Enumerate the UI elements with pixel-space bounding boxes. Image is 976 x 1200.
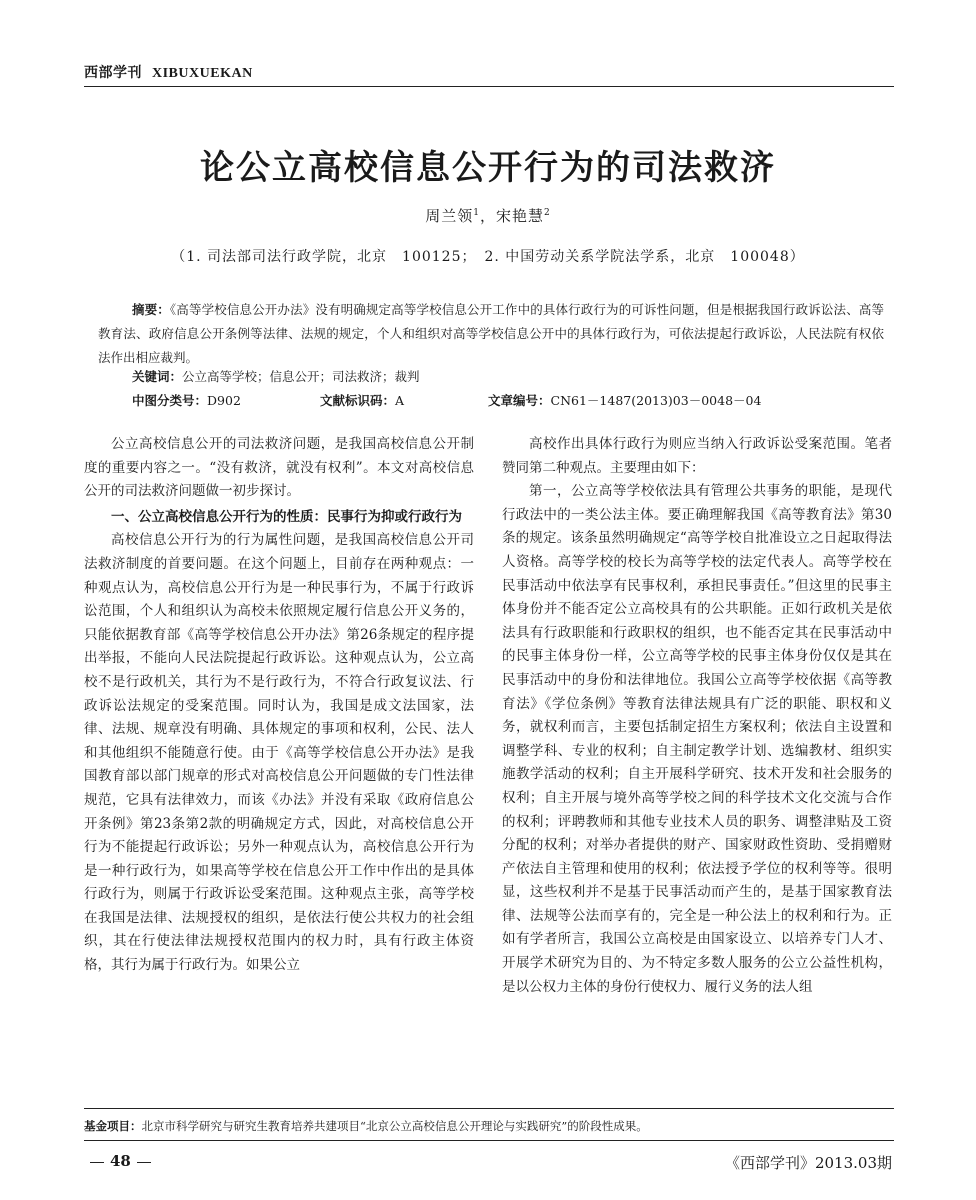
keywords [132, 367, 420, 385]
page-number [84, 1152, 157, 1170]
body-column-right [502, 433, 892, 999]
journal-name-cn: 西部学刊 [84, 65, 142, 81]
fund-label: 基金项目： [84, 1119, 142, 1133]
fund-text: 北京市科学研究与研究生教育培养共建项目“北京公立高校信息公开理论与实践研究”的阶段性成果。 [141, 1119, 648, 1133]
body-paragraph: 高校作出具体行政行为则应当纳入行政诉讼受案范围。笔者赞同第二种观点。主要理由如下： [502, 436, 892, 476]
author-name: 周兰领 [425, 207, 474, 225]
body-paragraph: 公立高校信息公开的司法救济问题，是我国高校信息公开制度的重要内容之一。“没有救济，就没有权利”。本文对高校信息公开的司法救济问题做一初步探讨。 [84, 436, 474, 500]
abstract [98, 298, 884, 370]
author-name: 宋艳慧 [496, 207, 545, 225]
page-number-value: 48 [110, 1152, 131, 1170]
clc-value: D902 [207, 393, 241, 408]
header-rule [84, 86, 894, 87]
issue-info: 《西部学刊》2013.03期 [724, 1154, 892, 1172]
article-title: 论公立高校信息公开行为的司法救济 [200, 148, 776, 188]
page-dash [137, 1162, 151, 1163]
clc-number [132, 391, 241, 409]
abstract-label: 摘要： [132, 302, 170, 317]
running-header [84, 62, 253, 82]
article-number-value: CN61－1487(2013)03－0048－04 [550, 393, 762, 408]
footnote-rule [84, 1108, 894, 1109]
page-dash [90, 1162, 104, 1163]
doc-code-label: 文献标识码： [320, 393, 396, 408]
clc-label: 中图分类号： [132, 393, 208, 408]
doc-code-value: A [395, 393, 405, 408]
footer-rule [84, 1140, 894, 1141]
document-code [320, 391, 404, 409]
section-heading: 一、公立高校信息公开行为的性质：民事行为抑或行政行为 [111, 508, 462, 525]
body-paragraph: 高校信息公开行为的行为属性问题，是我国高校信息公开司法救济制度的首要问题。在这个问题上，目前存在两种观点：一种观点认为，高校信息公开行为是一种民事行为，不属于行政诉讼范围，个人和组织认为高校未依照规定履行信息公开义务的，只能依据教育部《高等学校信息公开办法》第26条规定的程序提出举报，不能向人民法院提起行政诉讼。这种观点认为，公立高校不是行政机关，其行为不是行政行为，不符合行政复议法、行政诉讼法规定的受案范围。同时认为，我国是成文法国家，法律、法规、规章没有明确、具体规定的事项和权利，公民、法人和其他组织不能随意行使。由于《高等学校信息公开办法》是我国教育部以部门规章的形式对高校信息公开问题做的专门性法律规范，它具有法律效力，而该《办法》并没有采取《政府信息公开条例》第23条第2款的明确规定方式，因此，对高校信息公开行为不能提起行政诉讼；另外一种观点认为，高校信息公开行为是一种行政行为，如果高等学校在信息公开工作中作出的是具体行政行为，则属于行政诉讼受案范围。这种观点主张，高等学校在我国是法律、法规授权的组织，是依法行使公共权力的社会组织，其在行使法律法规授权范围内的权力时，具有行政主体资格，其行为属于行政行为。如果公立 [84, 532, 474, 974]
affiliations: （1. 司法部司法行政学院，北京 100125； 2. 中国劳动关系学院法学系，北京 100048） [171, 249, 805, 265]
journal-name-en: XIBUXUEKAN [152, 66, 253, 81]
body-column-left [84, 433, 474, 978]
author-affil-mark: 1 [473, 208, 480, 218]
article-number-label: 文章编号： [488, 393, 551, 408]
fund-note [84, 1118, 648, 1134]
abstract-text: 《高等学校信息公开办法》没有明确规定高等学校信息公开工作中的具体行政行为的可诉性问题，但是根据我国行政诉讼法、高等教育法、政府信息公开条例等法律、法规的规定，个人和组织对高等学校信息公开中的具体行政行为，可依法提起行政诉讼，人民法院有权依法作出相应裁判。 [98, 302, 884, 365]
keywords-text: 公立高等学校；信息公开；司法救济；裁判 [182, 369, 420, 384]
keywords-label: 关键词： [132, 369, 183, 384]
author-affil-mark: 2 [544, 208, 551, 218]
author-line [0, 205, 976, 226]
article-number [488, 391, 761, 409]
author-separator: ， [479, 207, 496, 225]
body-paragraph: 第一，公立高等学校依法具有管理公共事务的职能，是现代行政法中的一类公法主体。要正确理解我国《高等教育法》第30条的规定。该条虽然明确规定“高等学校自批准设立之日起取得法人资格。高等学校的校长为高等学校的法定代表人。高等学校在民事活动中依法享有民事权利，承担民事责任。”但这里的民事主体身份并不能否定公立高校具有的公共职能。正如行政机关是依法具有行政职能和行政职权的组织，也不能否定其在民事活动中的民事主体身份一样，公立高等学校的民事主体身份仅仅是其在民事活动中的身份和法律地位。我国公立高等学校依据《高等教育法》《学位条例》等教育法律法规具有广泛的职能、职权和义务，就权利而言，主要包括制定招生方案权利；依法自主设置和调整学科、专业的权利；自主制定教学计划、选编教材、组织实施教学活动的权利；自主开展科学研究、技术开发和社会服务的权利；自主开展与境外高等学校之间的科学技术文化交流与合作的权利；评聘教师和其他专业技术人员的职务、调整津贴及工资分配的权利；对举办者提供的财产、国家财政性资助、受捐赠财产依法自主管理和使用的权利；依法授予学位的权利等等。很明显，这些权利并不是基于民事活动而产生的，是基于国家教育法律、法规等公法而享有的，完全是一种公法上的权利和行为。正如有学者所言，我国公立高校是由国家设立、以培养专门人才、开展学术研究为目的、为不特定多数人服务的公立公益性机构，是以公权力主体的身份行使权力、履行义务的法人组 [502, 483, 892, 995]
